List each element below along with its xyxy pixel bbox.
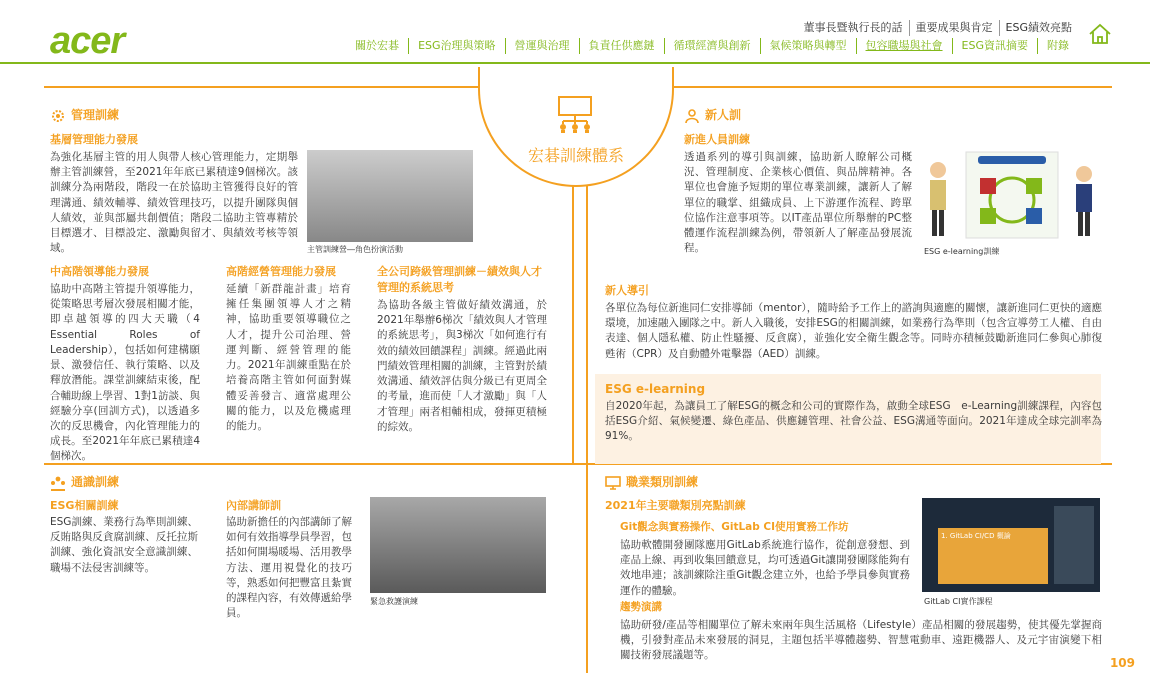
pro-section-title (605, 474, 698, 491)
home-icon[interactable] (1088, 22, 1112, 46)
gitlab-text: 協助軟體開發團隊應用GitLab系統進行協作，從創意發想、到產品上線、再到收集回饋意見，均可透過Git讓開發團隊能夠有效地串連；該訓練除注重Git觀念建立外，也給予學員參與實務運作的體驗。 (620, 539, 910, 597)
frame-center-vertical-right (586, 180, 588, 463)
photo-manager-training (307, 150, 473, 242)
lecturer-heading: 內部講師訓 (226, 499, 281, 512)
photo-caption-manager: 主管訓練營―角色扮演活動 (307, 245, 403, 254)
esg-heading: ESG e-learning (605, 382, 706, 396)
nav-supply-chain[interactable]: 負責任供應鏈 (580, 38, 665, 54)
cpr-caption: 緊急救護演練 (370, 597, 418, 606)
pro-highlight-heading: 2021年主要職類別亮點訓練 (605, 499, 746, 512)
mgmt-section-title (50, 107, 119, 124)
mgmt-title: 管理訓練 (71, 108, 120, 122)
orient-heading: 新進人員訓練 (684, 133, 750, 146)
gitlab-caption: GitLab CI實作課程 (924, 597, 993, 606)
nav-operations[interactable]: 營運與治理 (506, 38, 580, 54)
video-panel (1054, 506, 1094, 584)
gitlab-slide (938, 528, 1048, 584)
center-title: 宏碁訓練體系 (527, 146, 624, 165)
nav-esg-highlights[interactable]: ESG績效亮點 (1005, 21, 1072, 34)
nav-appendix[interactable]: 附錄 (1047, 39, 1069, 52)
frame-lower-vertical (586, 463, 588, 673)
pro-title: 職業類別訓練 (626, 475, 699, 489)
person-icon (684, 108, 700, 124)
nav-inclusive-workplace[interactable]: 包容職場與社會 (857, 38, 953, 54)
gitlab-heading: Git觀念與實務操作、GitLab CI使用實務工作坊 (620, 521, 849, 533)
page-number: 109 (1109, 656, 1135, 670)
nav-esg-governance[interactable]: ESG治理與策略 (409, 38, 505, 54)
newbie-section-title (684, 107, 741, 124)
general-section-title (50, 474, 119, 491)
photo-gitlab-ci (922, 498, 1100, 592)
photo-cpr-drill (370, 497, 546, 593)
general-esg-text: ESG訓練、業務行為準則訓練、反賄賂與反貪腐訓練、反托拉斯訓練、強化資訊安全意識訓練、職場不法侵害訓練等。 (50, 516, 198, 574)
gitlab-slide-title: 1. GitLab CI/CD 概論 (941, 532, 1011, 540)
group-icon (50, 475, 66, 491)
general-esg-heading: ESG相關訓練 (50, 499, 119, 512)
nav-achievements[interactable]: 重要成果與肯定 (910, 20, 1000, 36)
senior-text: 延續「新群龍計畫」培育擁任集團領導人才之精神，協助重要領導職位之人才，提升公司治理、營運判斷、經營管理的能力。2021年訓練重點在於培養高階主管如何面對媒體妥善發言、適當處理公關的能力，以及危機處理的能力。 (226, 283, 351, 432)
nav-about[interactable]: 關於宏碁 (346, 38, 409, 54)
basic-heading: 基層管理能力發展 (50, 133, 138, 146)
gear-icon (50, 108, 66, 124)
nav-circular-economy[interactable]: 循環經濟與創新 (665, 38, 761, 54)
lecturer-text: 協助新擔任的內部講師了解如何有效指導學員學習，包括如何開場暖場、活用教學方法、運用視覺化的技巧等，熟悉如何把豐富且紮實的課程內容，有效傳遞給學員。 (226, 516, 352, 620)
orient-text: 透過系列的導引與訓練，協助新人瞭解公司概況、管理制度、企業核心價值、與品牌精神。各單位也會施予短期的單位專業訓練，讓新人了解單位的職掌、組織成員、上下游運作流程、跨單位協作注意事項等。以IT產品單位所舉辦的PC整體運作流程訓練為例，帶領新人了解產品發展流程。 (684, 151, 912, 255)
basic-text: 為強化基層主管的用人與帶人核心管理能力，定期舉辦主管訓練營，至2021年年底已累積達9個梯次。該訓練分為兩階段，階段一在於協助主管獲得良好的管理溝通、績效輔導、績效管理技巧，以提升團隊與個人績效，並與部屬共創價值；階段二協助主管專精於目標選才、目標設定、激勵與留才、與績效考核等領域。 (50, 151, 298, 255)
esg-elearning-illustration (922, 150, 1102, 242)
nav-climate[interactable]: 氣候策略與轉型 (761, 38, 857, 54)
esg-elearning-caption: ESG e-learning訓練 (924, 247, 1000, 256)
guide-heading: 新人導引 (605, 284, 649, 297)
nav-esg-summary[interactable]: ESG資訊摘要 (953, 38, 1038, 54)
esg-text: 自2020年起，為讓員工了解ESG的概念和公司的實際作為，啟動全球ESG e-Learning訓練課程，內容包括ESG介紹、氣候變遷、綠色產品、供應鏈管理、社會公益、ESG溝通等面向。2021年達成全球完訓率為91%。 (605, 400, 1102, 443)
general-title: 通識訓練 (71, 475, 120, 489)
trend-text: 協助研發/產品等相關單位了解未來兩年與生活風格（Lifestyle）產品相關的發展趨勢，使其優先掌握商機，引發對產品未來發展的洞見，主題包括半導體趨勢、智慧電動車、遠距機器人、及元宇宙演變下相關技術發展議題等。 (620, 619, 1102, 662)
frame-top-right (672, 86, 1112, 88)
main-nav (346, 38, 1078, 54)
nav-chairman-letter[interactable]: 董事長暨執行長的話 (798, 20, 910, 36)
cross-text: 為協助各級主管做好績效溝通，於2021年舉辦6梯次「績效與人才管理的系統思考」，與3梯次「如何進行有效的績效回饋課程」訓練。經過此兩門績效管理相關的訓練，主管對於績效溝通、績效評估與分級已有更周全的考量，進而使「人才激勵」與「人才管理」兩者相輔相成，發揮更積極的綜效。 (377, 299, 547, 433)
guide-text: 各單位為每位新進同仁安排導師（mentor），隨時給予工作上的諮詢與適應的關懷，讓新進同仁更快的適應環境，加速融入團隊之中。新人入職後，安排ESG的相關訓練，如業務行為準則（包含宣導勞工人權、自由表達、個人隱私權、防止性騷擾、反貪腐），並強化安全衛生觀念等。同時亦積極鼓勵新進同仁參與心肺復甦術（CPR）及自動體外電擊器（AED）訓練。 (605, 302, 1102, 360)
newbie-title: 新人訓 (705, 108, 742, 122)
frame-top-left (44, 86, 480, 88)
training-system-icon (555, 94, 595, 134)
trend-heading: 趨勢演講 (620, 601, 662, 613)
senior-heading: 高階經營管理能力發展 (226, 265, 336, 278)
cross-heading: 全公司跨級管理訓練－績效與人才管理的系統思考 (377, 265, 542, 294)
frame-center-vertical-left (572, 180, 574, 463)
acer-logo[interactable]: acer (50, 20, 125, 62)
header-divider (0, 62, 1150, 64)
top-nav (798, 20, 1078, 36)
monitor-icon (605, 475, 621, 491)
mid-text: 協助中高階主管提升領導能力，從策略思考層次發展相關才能，即卓越領導的四大天職（4 Essential Roles of Leadership），包括如何建構願景、激發信任、執行策略、以及釋放潛能。課堂訓練結束後，配合輔助線上學習、1對1訪談、與經驗分享(回訓方式)，以透過多次的反思機會，內化管理能力的成長。至2021年年底已累積達4個梯次。 (50, 283, 200, 463)
mid-heading: 中高階領導能力發展 (50, 265, 149, 278)
